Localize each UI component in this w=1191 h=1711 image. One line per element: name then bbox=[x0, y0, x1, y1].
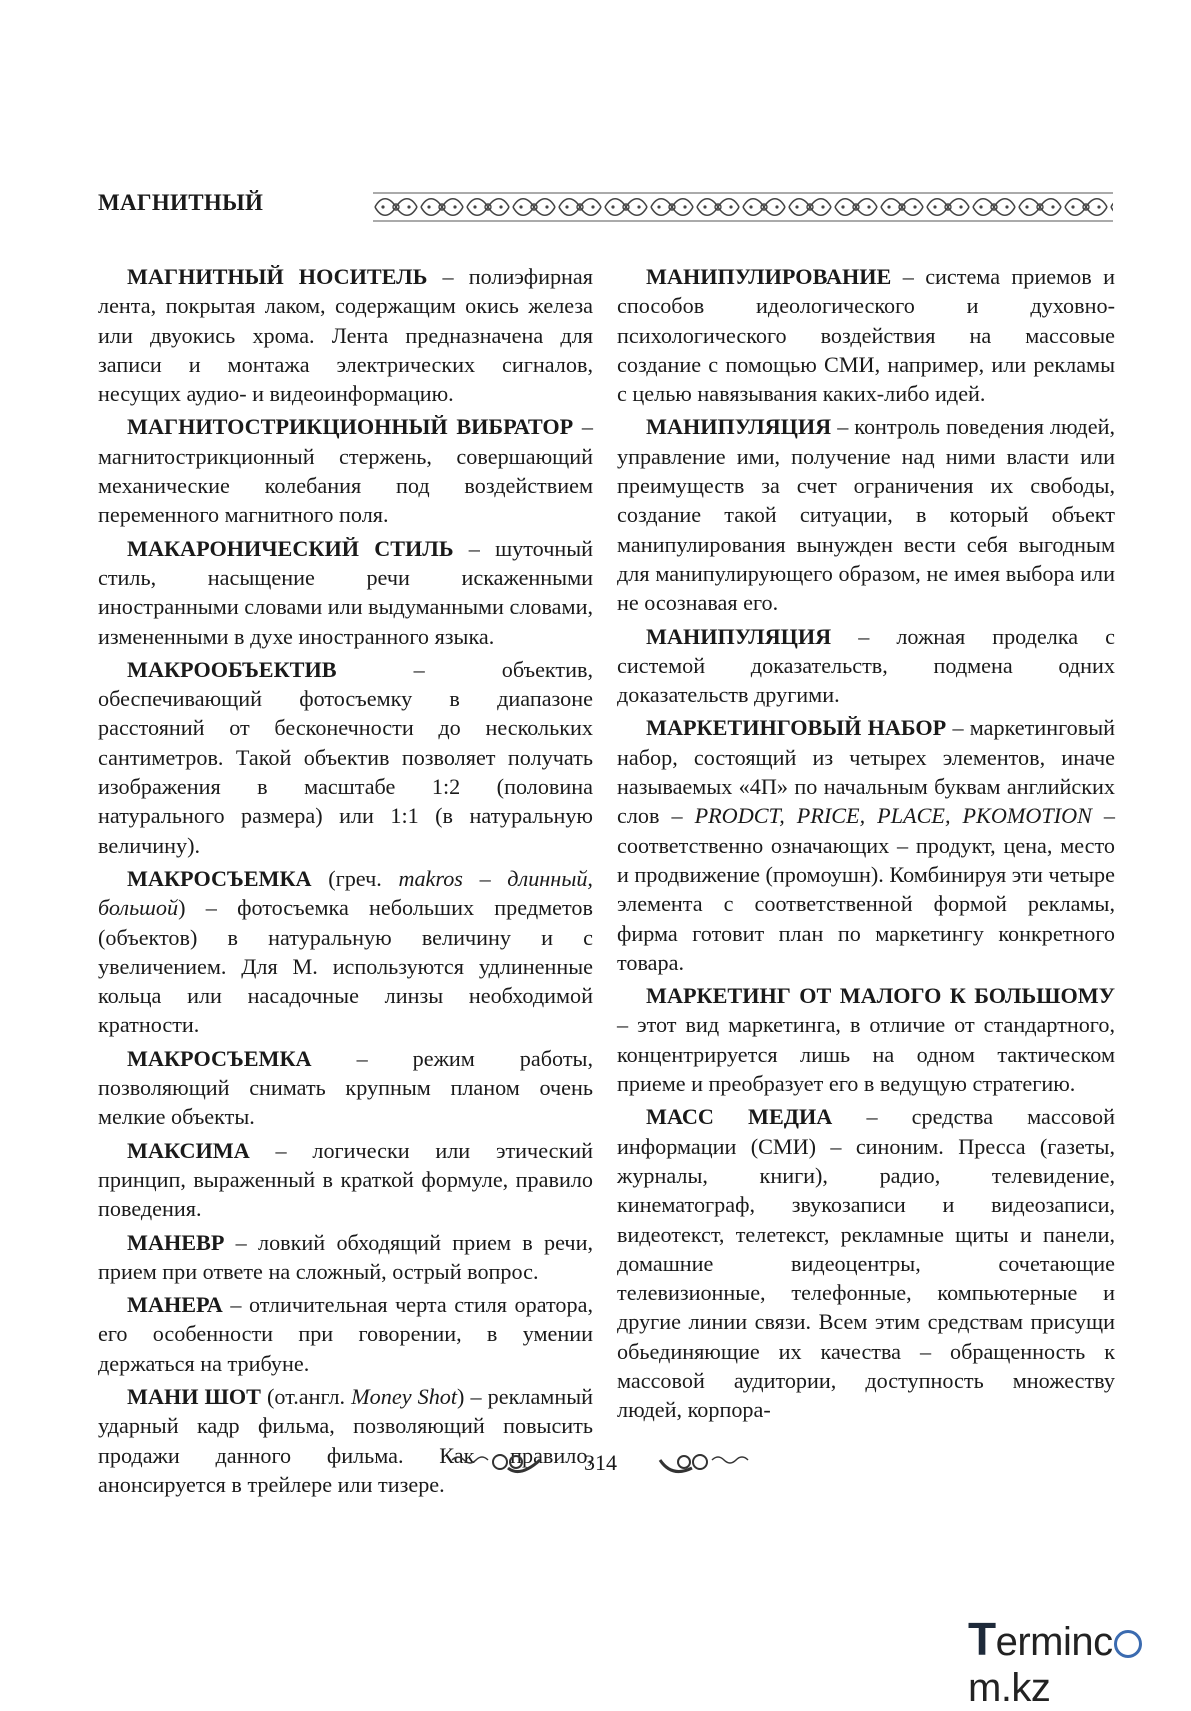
entry-prefix: – маркетинговый набор, состоящий из четырех элементов, иначе называемых «4П» по начальным буквам английских слов – bbox=[617, 715, 1115, 829]
entry-definition: – ловкий обходящий прием в речи, прием при ответе на сложный, острый вопрос. bbox=[98, 1229, 593, 1284]
entry-definition: – шуточный стиль, насыщение речи искаженными иностранными словами или выдуманными словами, измененными в духе иностранного языка. bbox=[98, 535, 594, 649]
site-watermark: Termincm.kz bbox=[968, 1612, 1191, 1711]
entry-term: МАГНИТОСТРИКЦИОННЫЙ ВИБРАТОР bbox=[127, 414, 574, 440]
entry-definition: – объектив, обеспечивающий фотосъемку в диапазоне расстояний от бесконечности до нескольких сантиметров. Такой объектив позволяет получать изображения в масштабе 1:2 (половина натурального размера) или 1:1 (в натуральную величину). bbox=[98, 656, 593, 858]
dictionary-entry bbox=[98, 655, 593, 860]
ornamental-border-icon bbox=[373, 192, 1113, 222]
dictionary-entry bbox=[617, 1102, 1115, 1424]
entry-definition: – полиэфирная лента, покрытая лаком, содержащим окись железа или двуокись хрома. Лента предназначена для записи и монтажа электрических сигналов, несущих аудио- и видеоинформацию. bbox=[98, 264, 593, 407]
left-column bbox=[98, 262, 593, 1503]
dictionary-entry bbox=[98, 1228, 593, 1287]
entry-definition: – магнитострикционный стержень, совершающий механические колебания под воздействием переменного магнитного поля. bbox=[98, 414, 593, 528]
entry-definition: – система приемов и способов идеологического и духовно-психологического воздействия на массовые создание с помощью СМИ, например, или рекламы с целью навязывания каких-либо идей. bbox=[617, 264, 1115, 407]
entry-term: МАКСИМА bbox=[127, 1137, 250, 1163]
entry-term: МАРКЕТИНГ ОТ МАЛОГО К БОЛЬШОМУ bbox=[646, 983, 1115, 1009]
running-head: МАГНИТНЫЙ bbox=[98, 190, 264, 215]
dictionary-entry bbox=[98, 1290, 593, 1378]
dictionary-entry bbox=[98, 534, 593, 651]
entry-term: МАКРОСЪЕМКА bbox=[127, 1045, 312, 1071]
entry-term: МАНИПУЛЯЦИЯ bbox=[646, 414, 832, 440]
entry-definition: – ложная проделка с системой доказательств, подмена одних доказательств другими. bbox=[617, 623, 1115, 708]
dictionary-entry bbox=[617, 262, 1115, 408]
dictionary-entry bbox=[617, 622, 1115, 710]
dictionary-entry bbox=[98, 262, 593, 408]
entry-term: МАКАРОНИЧЕСКИЙ СТИЛЬ bbox=[127, 535, 454, 561]
dictionary-entry bbox=[98, 864, 593, 1040]
entry-english-terms: PRODCT, PRICE, PLACE, PKOMOTION bbox=[694, 803, 1092, 829]
entry-term: МАКРООБЪЕКТИВ bbox=[127, 656, 337, 682]
entry-term: МАНЕВР bbox=[127, 1229, 225, 1255]
watermark-o-icon bbox=[1114, 1630, 1142, 1658]
entry-prefix: (греч. bbox=[311, 865, 399, 891]
swirl-ornament-right-icon bbox=[652, 1448, 752, 1476]
entry-term: МАГНИТНЫЙ НОСИТЕЛЬ bbox=[127, 264, 428, 289]
entry-definition: – этот вид маркетинга, в отличие от стандартного, концентрируется лишь на одном тактическом приеме и преобразует его в ведущую стратегию. bbox=[617, 1012, 1115, 1097]
dictionary-entry bbox=[98, 1136, 593, 1224]
entry-term: МАКРОСЪЕМКА bbox=[127, 865, 312, 891]
entry-etymology: Money Shot bbox=[351, 1383, 458, 1409]
dictionary-entry bbox=[98, 1044, 593, 1132]
entry-etymology: makros – длинный, большой bbox=[98, 865, 593, 921]
entry-definition: ) – фотосъемка небольших предметов (объектов) в натуральную величину и с увеличением. Для М. используются удлиненные кольца или насадочные линзы необходимой кратности. bbox=[98, 895, 593, 1038]
entry-term: МАНЕРА bbox=[127, 1292, 223, 1318]
entry-term: МАНИПУЛИРОВАНИЕ bbox=[646, 264, 892, 289]
entry-term: МАНИПУЛЯЦИЯ bbox=[646, 623, 832, 649]
entry-definition: – логически или этический принцип, выраженный в краткой формуле, правило поведения. bbox=[98, 1137, 593, 1222]
right-column bbox=[617, 262, 1115, 1429]
entry-term: МАСС МЕДИА bbox=[646, 1104, 833, 1130]
entry-term: МАРКЕТИНГОВЫЙ НАБОР bbox=[646, 715, 947, 741]
dictionary-entry bbox=[617, 981, 1115, 1098]
entry-definition: – режим работы, позволяющий снимать крупным планом очень мелкие объекты. bbox=[98, 1045, 593, 1130]
dictionary-entry bbox=[98, 412, 593, 529]
entry-term: МАНИ ШОТ bbox=[127, 1383, 261, 1409]
entry-definition: – средства массовой информации (СМИ) – синоним. Пресса (газеты, журналы, книги), радио, телевидение, кинематограф, звукозаписи и видеозаписи, видеотекст, телетекст, рекламные щиты и панели, домашние видеоцентры, сочетающие телевизионные, телефонные, компьютерные и другие линии связи. Всем этим средствам присущи обьединяющие их качества – обращенность к массовой аудитории, доступность множеству людей, корпора- bbox=[617, 1104, 1115, 1423]
dictionary-entry bbox=[617, 713, 1115, 977]
entry-definition: – соответственно означающих – продукт, цена, место и продвижение (промоушн). Комбинируя эти четыре элемента с соответственной формой рекламы, фирма готовит план по маркетингу конкретного товара. bbox=[617, 803, 1116, 975]
entry-definition: – контроль поведения людей, управление ими, получение над ними власти или преимуществ за счет ограничения их свободы, создание такой ситуации, в который объект манипулирования вынужден вести себя выгодным для манипулирующего образом, не имея выбора или не осознавая его. bbox=[617, 414, 1115, 616]
entry-definition: ) – рекламный ударный кадр фильма, позволяющий повысить продажи данного фильма. Как правило, анонсируется в трейлере или тизере. bbox=[98, 1383, 593, 1497]
entry-definition: – отличительная черта стиля оратора, его особенности при говорении, в умении держаться на трибуне. bbox=[98, 1292, 593, 1376]
dictionary-entry bbox=[617, 412, 1115, 617]
entry-prefix: (от.англ. bbox=[260, 1383, 352, 1409]
page-number: 314 bbox=[584, 1450, 617, 1475]
dictionary-entry bbox=[98, 1382, 593, 1499]
swirl-ornament-left-icon bbox=[448, 1448, 548, 1476]
